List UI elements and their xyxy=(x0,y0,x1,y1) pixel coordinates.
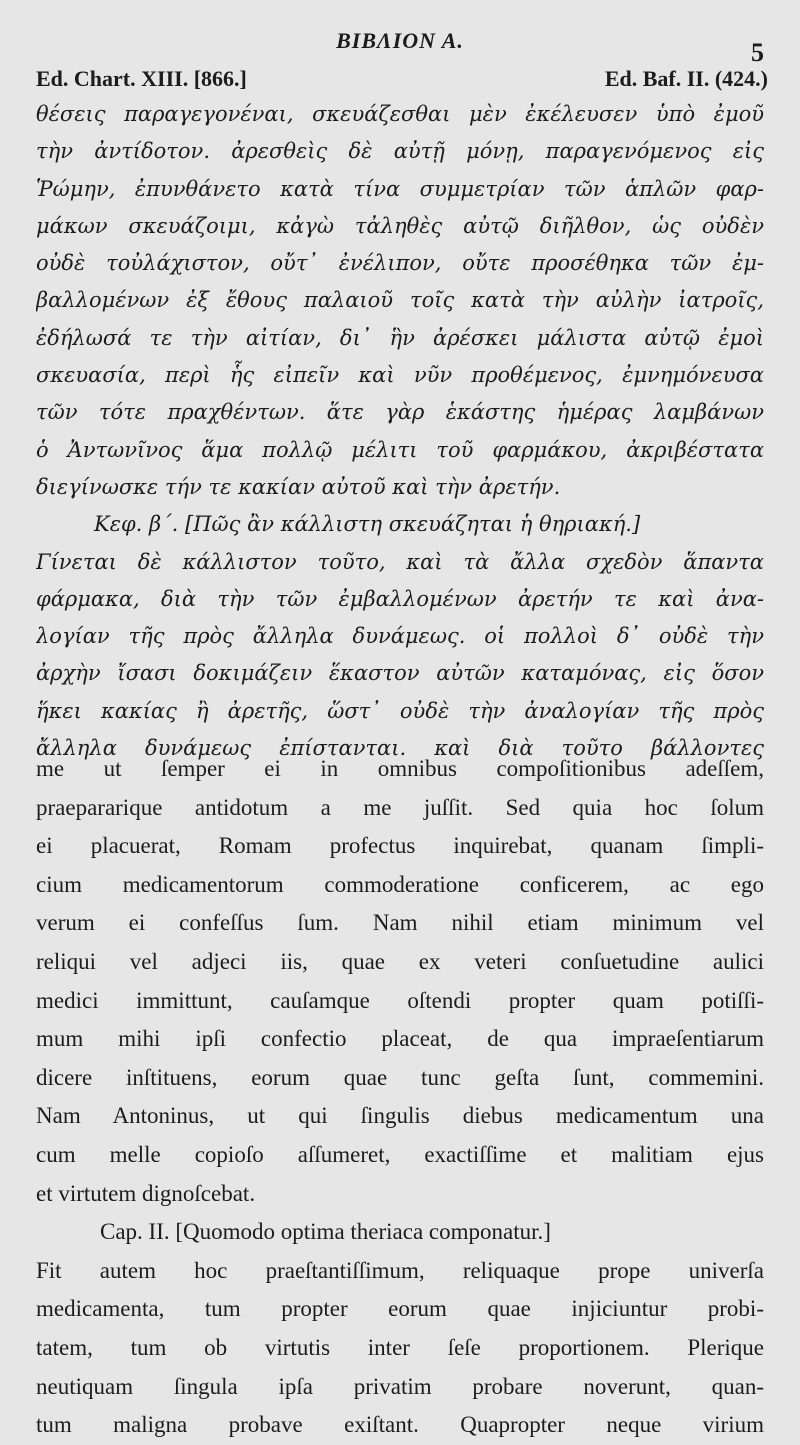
greek-line: οὐδὲ τοὐλάχιστον, οὔτ᾽ ἐνέλιπον, οὔτε προσέθηκα τῶν ἐμ- xyxy=(36,251,764,276)
latin-line: mum mihi ipſi confectio placeat, de qua impraeſentiarum xyxy=(36,1026,764,1052)
latin-chapter-heading: Cap. II. [Quomodo optima theriaca componatur.] xyxy=(100,1219,551,1245)
latin-line: reliqui vel adjeci iis, quae ex veteri conſuetudine aulici xyxy=(36,948,764,974)
greek-line: φάρμακα, διὰ τὴν τῶν ἐμβαλλομένων ἀρετήν τε καὶ ἀνα- xyxy=(36,586,764,611)
greek-line: ἥκει κακίας ἢ ἀρετῆς, ὥστ᾽ οὐδὲ τὴν ἀναλογίαν τῆς πρὸς xyxy=(36,698,764,723)
greek-chapter-heading: Κεφ. β΄. [Πῶς ἂν κάλλιστη σκευάζηται ἡ θηριακή.] xyxy=(94,512,641,537)
latin-line: neutiquam ſingula ipſa privatim probare noverunt, quan- xyxy=(36,1373,764,1399)
greek-line: λογίαν τῆς πρὸς ἄλληλα δυνάμεως. οἱ πολλοὶ δ᾽ οὐδὲ τὴν xyxy=(36,624,764,649)
latin-line: cium medicamentorum commoderatione conficerem, ac ego xyxy=(36,871,764,897)
latin-line: tatem, tum ob virtutis inter ſeſe proportionem. Plerique xyxy=(36,1334,764,1360)
edition-references xyxy=(36,66,768,96)
edition-reference-basel: Ed. Baf. II. (424.) xyxy=(604,66,768,91)
latin-line: medici immittunt, cauſamque oſtendi propter quam potiſſi- xyxy=(36,987,764,1013)
greek-line: Γίνεται δὲ κάλλιστον τοῦτο, καὶ τὰ ἄλλα σχεδὸν ἅπαντα xyxy=(36,549,764,574)
page-number: 5 xyxy=(751,38,764,67)
greek-line: Ῥώμην, ἐπυνθάνετο κατὰ τίνα συμμετρίαν τῶν ἁπλῶν φαρ- xyxy=(36,176,764,201)
latin-line: Fit autem hoc praeſtantiſſimum, reliquaque prope univerſa xyxy=(36,1257,764,1283)
latin-line: dicere inſtituens, eorum quae tunc geſta ſunt, commemini. xyxy=(36,1064,764,1090)
latin-line: me ut ſemper ei in omnibus compoſitionibus adeſſem, xyxy=(36,756,764,781)
latin-line: verum ei confeſſus ſum. Nam nihil etiam minimum vel xyxy=(36,910,764,936)
greek-line: τὴν ἀντίδοτον. ἀρεσθεὶς δὲ αὐτῇ μόνῃ, παραγενόμενος εἰς xyxy=(36,139,764,164)
greek-line: διεγίνωσκε τήν τε κακίαν αὐτοῦ καὶ τὴν ἀρετήν. xyxy=(36,474,561,499)
greek-line: μάκων σκευάζοιμι, κἀγὼ τἀληθὲς αὐτῷ διῆλθον, ὡς οὐδὲν xyxy=(36,213,764,238)
greek-line: ἐδήλωσά τε τὴν αἰτίαν, δι᾽ ἣν ἀρέσκει μάλιστα αὐτῷ ἐμοὶ xyxy=(36,325,764,350)
greek-line: σκευασία, περὶ ἧς εἰπεῖν καὶ νῦν προθέμενος, ἐμνημόνευσα xyxy=(36,363,764,388)
greek-text-block xyxy=(36,96,764,767)
latin-line: praepararique antidotum a me juſſit. Sed quia hoc ſolum xyxy=(36,794,764,820)
greek-line: ὁ Ἀντωνῖνος ἅμα πολλῷ μέλιτι τοῦ φαρμάκου, ἀκριβέστατα xyxy=(36,437,764,462)
running-header-title: ΒΙΒΛΙΟΝ Α. xyxy=(336,28,464,53)
latin-line: et virtutem dignoſcebat. xyxy=(36,1180,256,1206)
latin-line: medicamenta, tum propter eorum quae injiciuntur probi- xyxy=(36,1296,764,1322)
latin-line: cum melle copioſo aſſumeret, exactiſſime et malitiam ejus xyxy=(36,1141,764,1167)
greek-line: ἀρχὴν ἴσασι δοκιμάζειν ἕκαστον αὐτῶν καταμόνας, εἰς ὅσον xyxy=(36,661,764,686)
latin-line: ei placuerat, Romam profectus inquirebat, quanam ſimpli- xyxy=(36,833,764,859)
greek-line: θέσεις παραγεγονέναι, σκευάζεσθαι μὲν ἐκέλευσεν ὑπὸ ἐμοῦ xyxy=(36,102,764,126)
greek-line: τῶν τότε πραχθέντων. ἅτε γὰρ ἑκάστης ἡμέρας λαμβάνων xyxy=(36,400,764,425)
edition-reference-chart: Ed. Chart. XIII. [866.] xyxy=(36,66,247,91)
greek-line: βαλλομένων ἐξ ἔθους παλαιοῦ τοῖς κατὰ τὴν αὐλὴν ἰατροῖς, xyxy=(36,288,764,313)
latin-line: tum maligna probave exiſtant. Quapropter neque virium xyxy=(36,1412,764,1438)
latin-line: Nam Antoninus, ut qui ſingulis diebus medicamentum una xyxy=(36,1103,764,1129)
latin-text-block xyxy=(36,750,764,1445)
greek-line: ἄλληλα δυνάμεως ἐπίστανται. καὶ διὰ τοῦτο βάλλοντες xyxy=(36,736,764,761)
